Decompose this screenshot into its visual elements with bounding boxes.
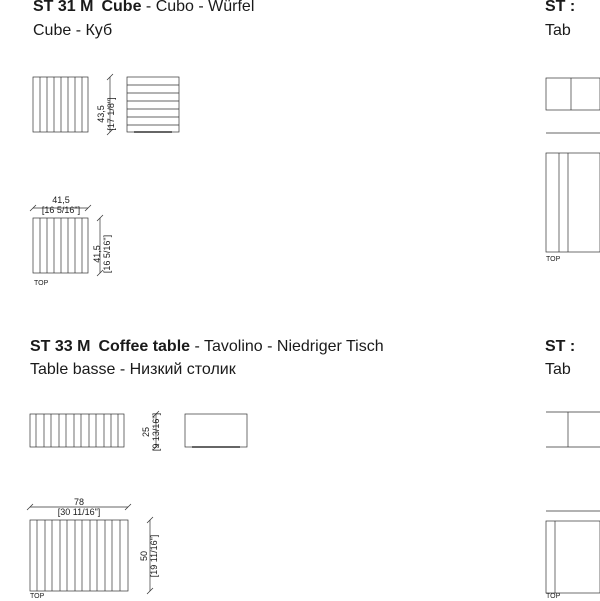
cube-top-view [33, 218, 88, 273]
product-name-bold: Cube [101, 0, 142, 15]
table-top-view [30, 520, 128, 591]
product-subtitle: Table basse - Низкий столик [30, 361, 236, 378]
product-name-bold: Coffee table [98, 338, 191, 355]
cube-top-label: TOP [34, 280, 49, 287]
table-side-view [185, 414, 247, 447]
table-front-view [30, 414, 124, 447]
product-code: ST 31 M [33, 0, 94, 15]
table-width-label: 78 [30 11/16"] [57, 497, 101, 517]
cube-height-label: 43,5 [17 1/8"] [96, 97, 116, 131]
table-height-label: 25 [9 13/16"] [141, 412, 161, 452]
right-top-label-2: TOP [546, 593, 561, 600]
cube-depth-label: 41,5 [16 5/16"] [92, 234, 112, 274]
product-code: ST 33 M [30, 338, 91, 355]
cube-side-view [127, 77, 179, 132]
right-subtitle-1: Tab [545, 22, 571, 39]
right-title-2: ST : [545, 338, 576, 355]
product-title-st33m [30, 337, 384, 357]
cube-width-label: 41,5 [16 5/16"] [41, 195, 81, 215]
right-top-label-1: TOP [546, 256, 561, 263]
cube-front-view [33, 77, 88, 132]
table-depth-label: 50 [19 11/16"] [139, 534, 159, 578]
table-top-label: TOP [30, 593, 45, 600]
right-title-1: ST : [545, 0, 576, 15]
product-name-rest: - Tavolino - Niedriger Tisch [190, 338, 384, 355]
right-subtitle-2: Tab [545, 361, 571, 378]
product-name-rest: - Cubo - Würfel [141, 0, 255, 15]
right-partial-drawings [546, 78, 600, 593]
product-subtitle: Cube - Куб [33, 22, 113, 39]
